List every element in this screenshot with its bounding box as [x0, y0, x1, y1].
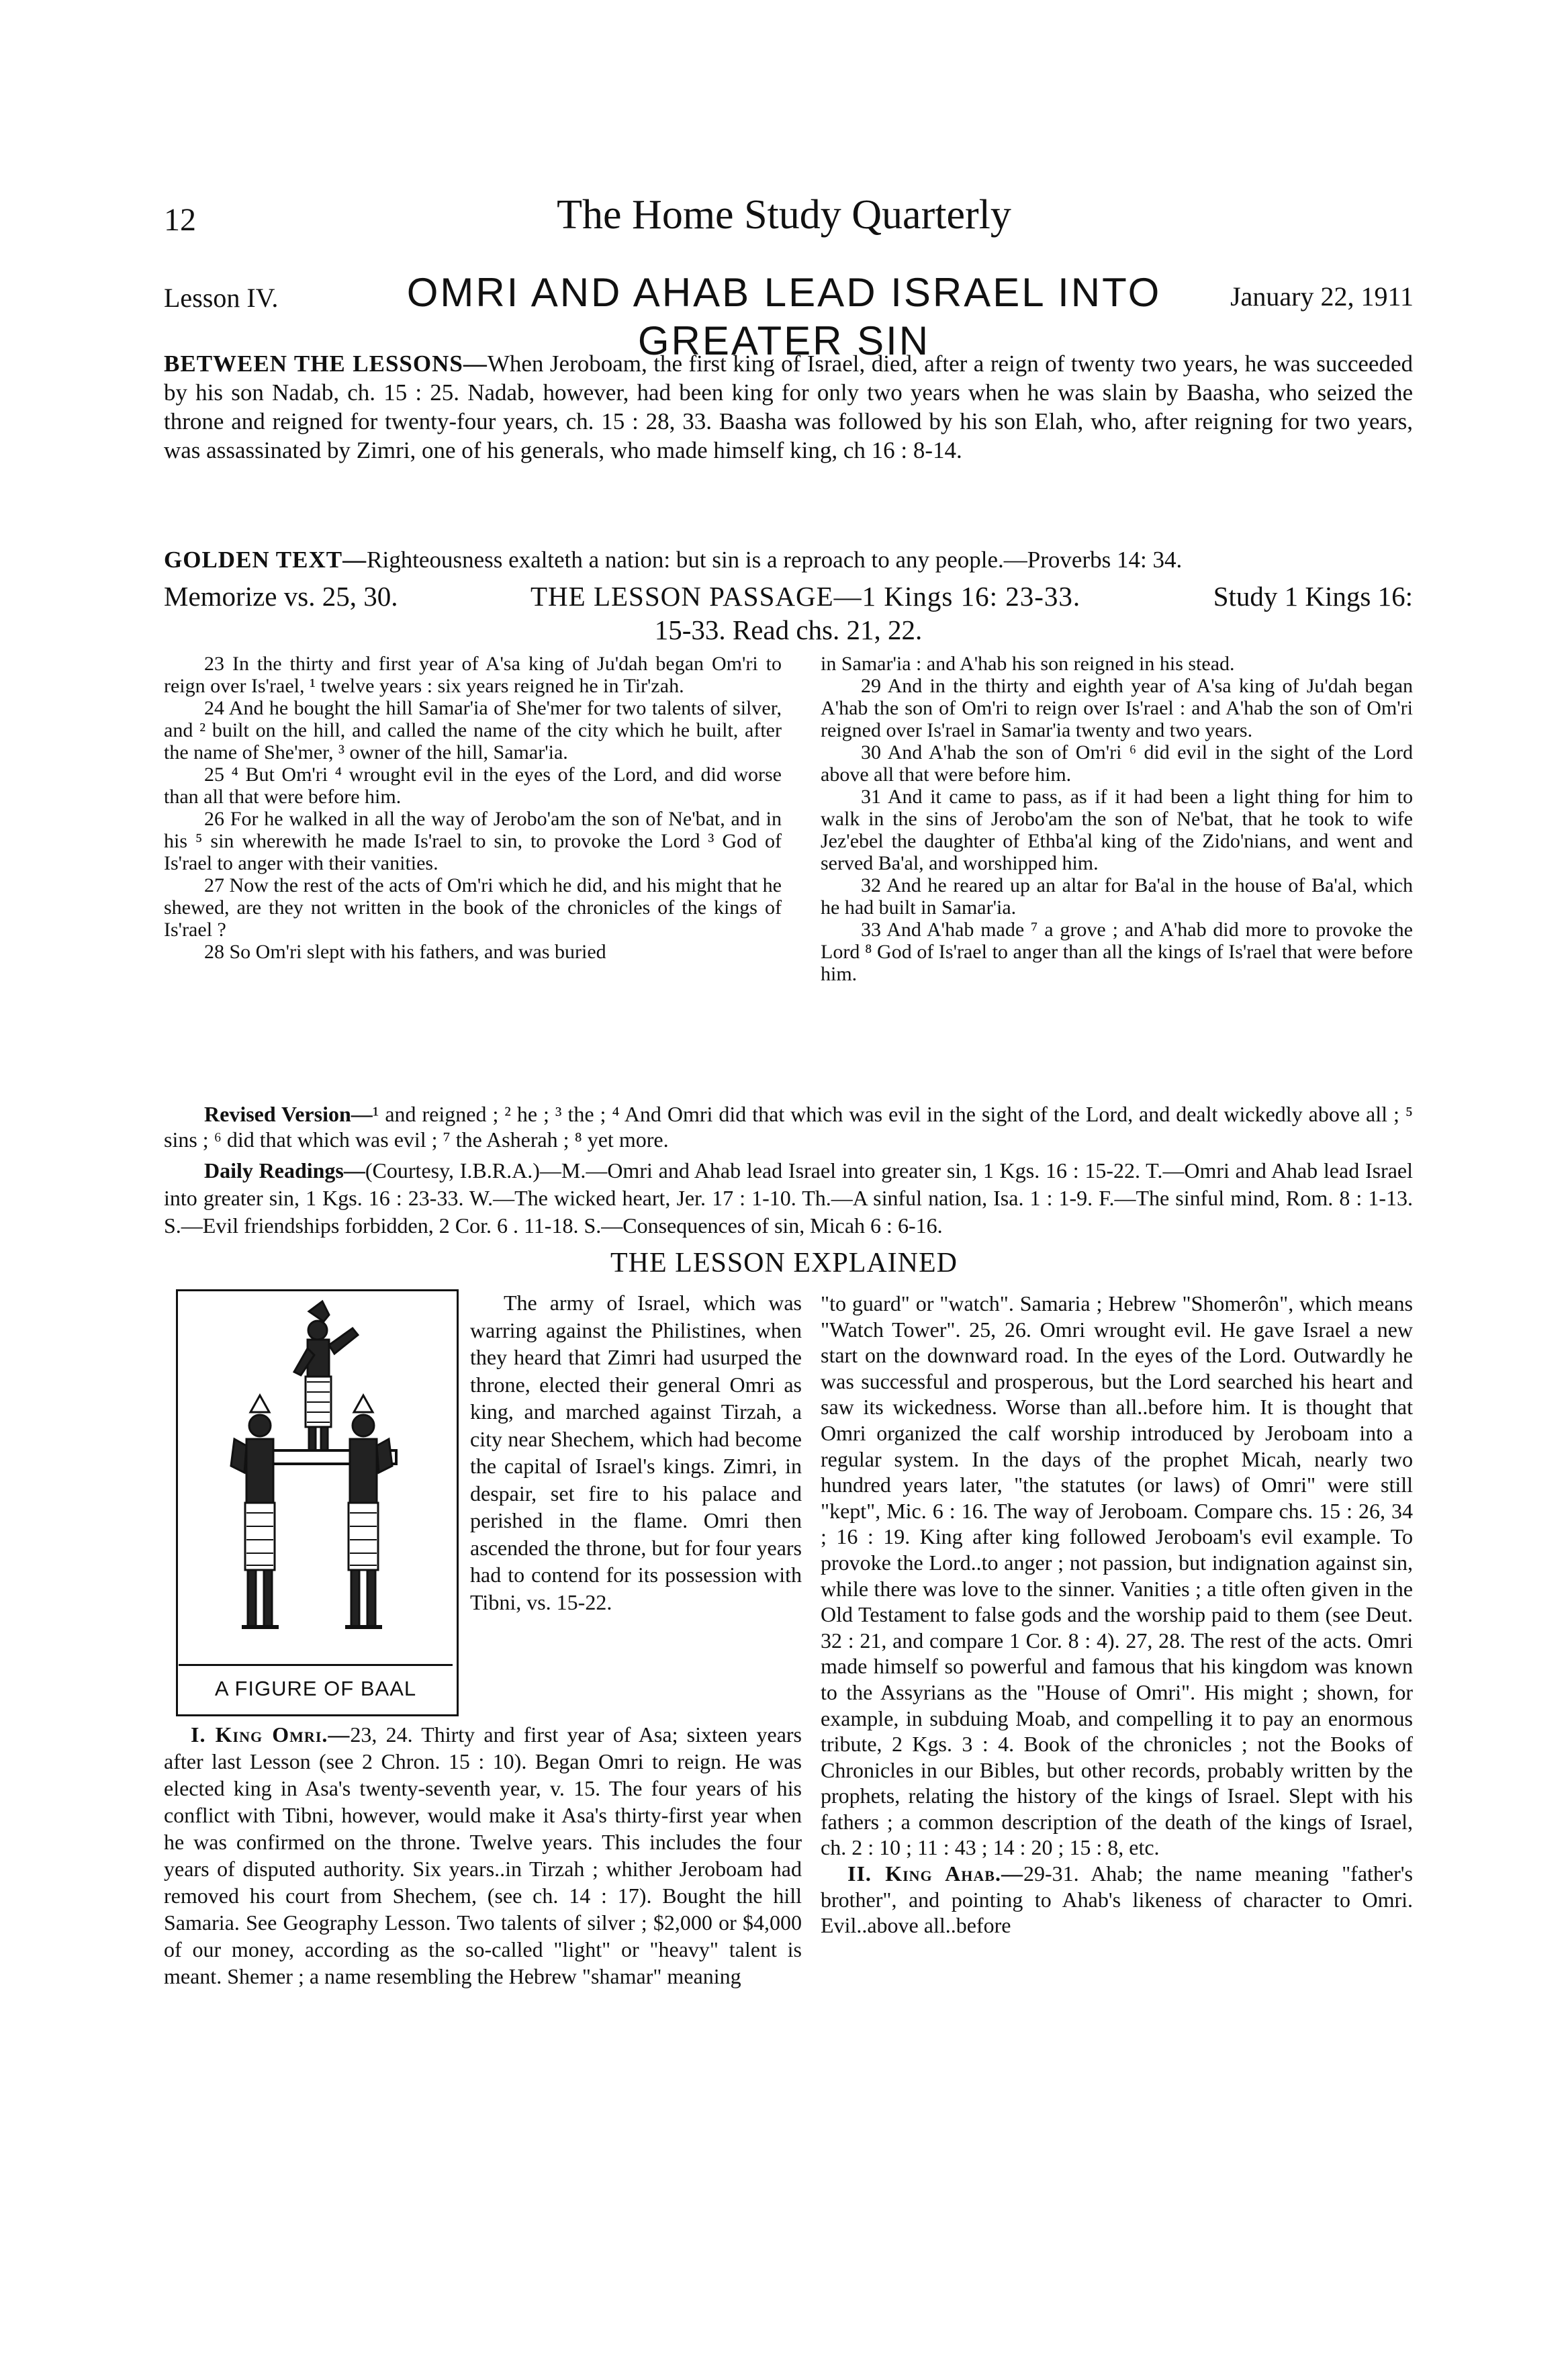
golden-text-label: GOLDEN TEXT— [164, 547, 367, 573]
section-king-omri-text: 23, 24. Thirty and first year of Asa; sixteen years after last Lesson (see 2 Chron. 15 : 10). Began Omri to reign. He was elected king in Asa's twenty-seventh year, v. 15. The four years of his conflict with Tibni, however, would make it Asa's thirty-first year when he was confirmed on the throne. Twelve years. This includes the four years of disputed authority. Six years..in Tirzah ; whither Jeroboam had removed his court from Shechem, (see ch. 14 : 17). Bought the hill Samaria. See Geography Lesson. Two talents of silver ; $2,000 or $4,000 of our money, according as the so-called "light" or "heavy" talent is meant. Shemer ; a name resembling the Hebrew "shamar" meaning [164, 1722, 802, 1988]
memorize-ref: Memorize vs. 25, 30. [164, 581, 398, 612]
verse-33: 33 And A'hab made ⁷ a grove ; and A'hab did more to provoke the Lord ⁸ God of Is'rael to anger than all the kings of Is'rael that were before him. [821, 919, 1413, 985]
revised-version [164, 1101, 1413, 1152]
section-king-ahab [821, 1861, 1413, 1939]
read-ref: 15-33. Read chs. 21, 22. [654, 614, 923, 645]
section-king-omri [164, 1721, 802, 1990]
golden-text-body: Righteousness exalteth a nation: but sin is a reproach to any people.—Proverbs 14: 34. [367, 547, 1183, 573]
verse-27: 27 Now the rest of the acts of Om'ri which he did, and his might that he shewed, are they not written in the book of the chronicles of the kings of Is'rael ? [164, 874, 782, 941]
baal-illustration [178, 1291, 457, 1664]
verse-32: 32 And he reared up an altar for Ba'al in the house of Ba'al, which he had built in Samar'ia. [821, 874, 1413, 919]
lesson-date: January 22, 1911 [1230, 281, 1414, 312]
verse-29: 29 And in the thirty and eighth year of A'sa king of Ju'dah began A'hab the son of Om'ri to reign over Is'rael : and A'hab the son of Om'ri reigned over Is'rael in Samar'ia twenty and two years. [821, 675, 1413, 741]
section-king-ahab-text: 29-31. Ahab; the name meaning "father's brother", and pointing to Ahab's likeness of character to Omri. Evil..above all..before [821, 1861, 1413, 1938]
verse-26: 26 For he walked in all the way of Jerobo'am the son of Ne'bat, and in his ⁵ sin wherewith he made Is'rael to sin, to provoke the Lord ³ God of Is'rael to anger with their vanities. [164, 808, 782, 874]
verse-24: 24 And he bought the hill Samar'ia of She'mer for two talents of silver, and ² built on the hill, and called the name of the city which he built, after the name of She'mer, ³ owner of the hill, Samar'ia. [164, 697, 782, 763]
verse-30: 30 And A'hab the son of Om'ri ⁶ did evil in the sight of the Lord above all that were before him. [821, 741, 1413, 786]
daily-readings-text: (Courtesy, I.B.R.A.)—M.—Omri and Ahab lead Israel into greater sin, 1 Kgs. 16 : 15-22. T.—Omri and Ahab lead Israel into greater sin, 1 Kgs. 16 : 23-33. W.—The wicked heart, Jer. 17 : 1-10. Th.—A sinful nation, Isa. 1 : 1-9. F.—The sinful mind, Rom. 8 : 1-13. S.—Evil friendships forbidden, 2 Cor. 6 . 11-18. S.—Consequences of sin, Micah 6 : 6-16. [164, 1158, 1414, 1238]
study-ref: Study 1 Kings 16: [1213, 581, 1413, 612]
verse-28: 28 So Om'ri slept with his fathers, and was buried [204, 941, 606, 963]
daily-readings [164, 1157, 1413, 1240]
verse-25: 25 ⁴ But Om'ri ⁴ wrought evil in the eyes of the Lord, and did worse than all that were before him. [164, 763, 782, 808]
baal-figure [176, 1289, 459, 1716]
running-title: The Home Study Quarterly [557, 192, 1011, 238]
verses-left-column [164, 653, 782, 963]
explained-right-text: "to guard" or "watch". Samaria ; Hebrew "Shomerôn", which means "Watch Tower". 25, 26. Omri wrought evil. He gave Israel a new start on the downward road. In the eyes of the Lord. Outwardly he was successful and prosperous, but the Lord searched his heart and saw its wickedness. Worse than all..before him. It is thought that Omri organized the calf worship introduced by Jeroboam into a regular system. In the days of the prophet Micah, nearly two hundred years later, "the statutes (or laws) of Omri" were still "kept", Mic. 6 : 16. The way of Jeroboam. Compare chs. 15 : 26, 34 ; 16 : 19. King after king followed Jeroboam's evil example. To provoke the Lord..to anger ; not passion, but indignation against sin, while there was love to the sinner. Vanities ; a title often given in the Old Testament to false gods and the worship paid to them (see Deut. 32 : 21, and compare 1 Cor. 8 : 4). 27, 28. The rest of the acts. Omri made himself so powerful and famous that his kingdom was known to the Assyrians as the "House of Omri". His might ; shown, for example, in subduing Moab, and compelling it to pay an enormous tribute, 2 Kgs. 3 : 4. Book of the chronicles ; not the Books of Chronicles in our Bibles, but other records, probably written by the prophets, relating the history of the kings of Israel. Slept with his fathers ; a common description of the death of the kings of Israel, ch. 2 : 10 ; 11 : 43 ; 14 : 20 ; 15 : 8, etc. [821, 1291, 1413, 1860]
revised-version-text: ¹ and reigned ; ² he ; ³ the ; ⁴ And Omri did that which was evil in the sight of the Lord, and dealt wickedly above all ; ⁵ sins ; ⁶ did that which was evil ; ⁷ the Asherah ; ⁸ yet more. [164, 1102, 1414, 1152]
golden-text [164, 545, 1413, 574]
lesson-title-line2: GREATER SIN [637, 318, 931, 363]
revised-version-label: Revised Version— [204, 1102, 373, 1126]
lesson-passage-heading [164, 580, 1413, 647]
verse-28-cont: in Samar'ia : and A'hab his son reigned in his stead. [821, 653, 1235, 675]
verse-23: 23 In the thirty and first year of A'sa king of Ju'dah began Om'ri to reign over Is'rael, ¹ twelve years : six years reigned he in Tir'zah. [164, 653, 782, 697]
between-lessons [164, 349, 1413, 465]
beside-figure-text: The army of Israel, which was warring against the Philistines, when they heard that Zimri had usurped the throne, elected their general Omri as king, and marched against Tirzah, a city near Shechem, which had become the capital of Israel's kings. Zimri, in despair, set fire to his palace and perished in the flame. Omri then ascended the throne, but for four years had to contend for its possession with Tibni, vs. 15-22. [470, 1291, 802, 1614]
verses-right-column [821, 653, 1413, 985]
between-lessons-text: When Jeroboam, the first king of Israel, died, after a reign of twenty two years, he was succeeded by his son Nadab, ch. 15 : 25. Nadab, however, had been king for only two years when he was slain by Baasha, who seized the throne and reigned for twenty-four years, ch. 15 : 28, 33. Baasha was followed by his son Elah, who, after reigning for two years, was assassinated by Zimri, one of his generals, who made himself king, ch 16 : 8-14. [164, 351, 1413, 463]
between-lessons-label: BETWEEN THE LESSONS— [164, 351, 488, 377]
section-king-ahab-head: II. King Ahab.— [847, 1861, 1023, 1886]
verse-31: 31 And it came to pass, as if it had been a light thing for him to walk in the sins of Jerobo'am the son of Ne'bat, that he took to wife Jez'ebel the daughter of Ethba'al king of the Zido'nians, and went and served Ba'al, and worshipped him. [821, 786, 1413, 874]
lesson-title-line1: OMRI AND AHAB LEAD ISRAEL INTO [406, 270, 1162, 315]
daily-readings-label: Daily Readings— [204, 1158, 365, 1183]
page-number: 12 [164, 202, 196, 238]
lesson-explained-heading: THE LESSON EXPLAINED [610, 1248, 958, 1279]
explained-right-column [821, 1291, 1413, 1939]
passage-ref: THE LESSON PASSAGE—1 Kings 16: 23-33. [531, 581, 1081, 612]
lesson-number: Lesson IV. [164, 283, 279, 313]
figure-caption: A FIGURE OF BAAL [179, 1664, 453, 1712]
section-king-omri-head: I. King Omri.— [191, 1722, 351, 1747]
